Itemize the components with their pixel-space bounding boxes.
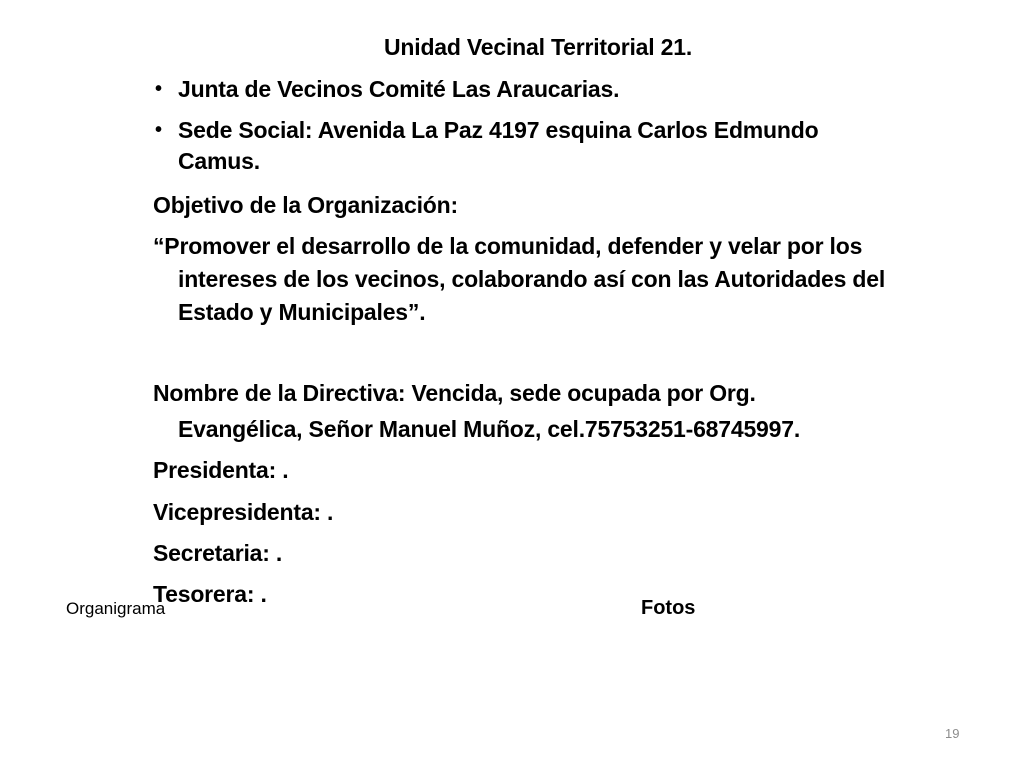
presidenta: Presidenta: . [153,457,289,483]
bullet-sede-social-line2: Camus. [178,148,260,174]
directiva-line1: Nombre de la Directiva: Vencida, sede ocupada por Org. [153,380,756,406]
objective-quote-line3: Estado y Municipales”. [178,299,426,325]
organigrama-label: Organigrama [66,599,166,618]
objective-quote-line1: “Promover el desarrollo de la comunidad, defender y velar por los [153,233,863,259]
directiva-line2: Evangélica, Señor Manuel Muñoz, cel.75753251-68745997. [178,416,801,442]
secretaria: Secretaria: . [153,540,283,566]
bullet-marker: • [155,119,163,141]
fotos-label: Fotos [641,597,696,619]
objective-quote-line2: intereses de los vecinos, colaborando así con las Autoridades del [178,266,886,292]
bullet-sede-social-line1: Sede Social: Avenida La Paz 4197 esquina Carlos Edmundo [178,117,819,143]
page-number: 19 [945,726,960,741]
bullet-marker: • [155,78,163,100]
tesorera: Tesorera: . [153,581,267,607]
bullet-junta-vecinos: Junta de Vecinos Comité Las Araucarias. [178,76,620,102]
objective-label: Objetivo de la Organización: [153,192,458,218]
vicepresidenta: Vicepresidenta: . [153,499,334,525]
slide-heading: Unidad Vecinal Territorial 21. [384,34,693,60]
